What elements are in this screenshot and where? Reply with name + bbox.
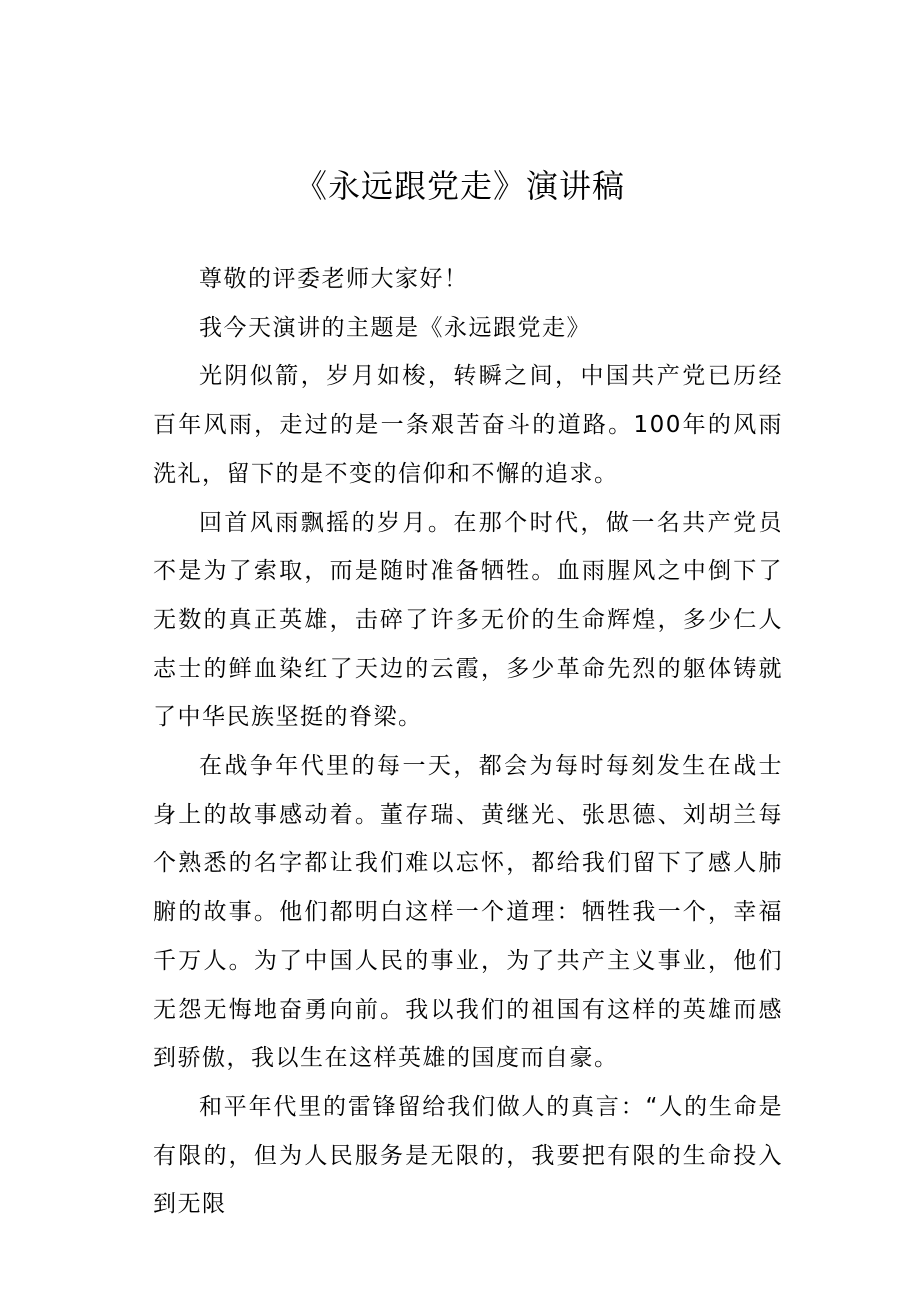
document-body bbox=[153, 255, 783, 1229]
paragraph-war-years: 在战争年代里的每一天，都会为每时每刻发生在战士身上的故事感动着。董存瑞、黄继光、张思德、刘胡兰每个熟悉的名字都让我们难以忘怀，都给我们留下了感人肺腑的故事。他们都明白这样一个道理：牺牲我一个，幸福千万人。为了中国人民的事业，为了共产主义事业，他们无怨无悔地奋勇向前。我以我们的祖国有这样的英雄而感到骄傲，我以生在这样英雄的国度而自豪。 bbox=[153, 753, 783, 1072]
paragraph-looking-back: 回首风雨飘摇的岁月。在那个时代，做一名共产党员不是为了索取，而是随时准备牺牲。血雨腥风之中倒下了无数的真正英雄，击碎了许多无价的生命辉煌，多少仁人志士的鲜血染红了天边的云霞，多少革命先烈的躯体铸就了中华民族坚挺的脊梁。 bbox=[153, 509, 783, 731]
paragraph-topic: 我今天演讲的主题是《永远跟党走》 bbox=[199, 314, 591, 341]
paragraph-peace-years: 和平年代里的雷锋留给我们做人的真言：“人的生命是有限的，但为人民服务是无限的，我要把有限的生命投入到无限 bbox=[153, 1093, 783, 1218]
document-title: 《永远跟党走》演讲稿 bbox=[294, 167, 625, 205]
paragraph-century: 光阴似箭，岁月如梭，转瞬之间，中国共产党已历经百年风雨，走过的是一条艰苦奋斗的道路。100年的风雨洗礼，留下的是不变的信仰和不懈的追求。 bbox=[153, 363, 783, 487]
paragraph-greeting: 尊敬的评委老师大家好！ bbox=[199, 266, 469, 292]
